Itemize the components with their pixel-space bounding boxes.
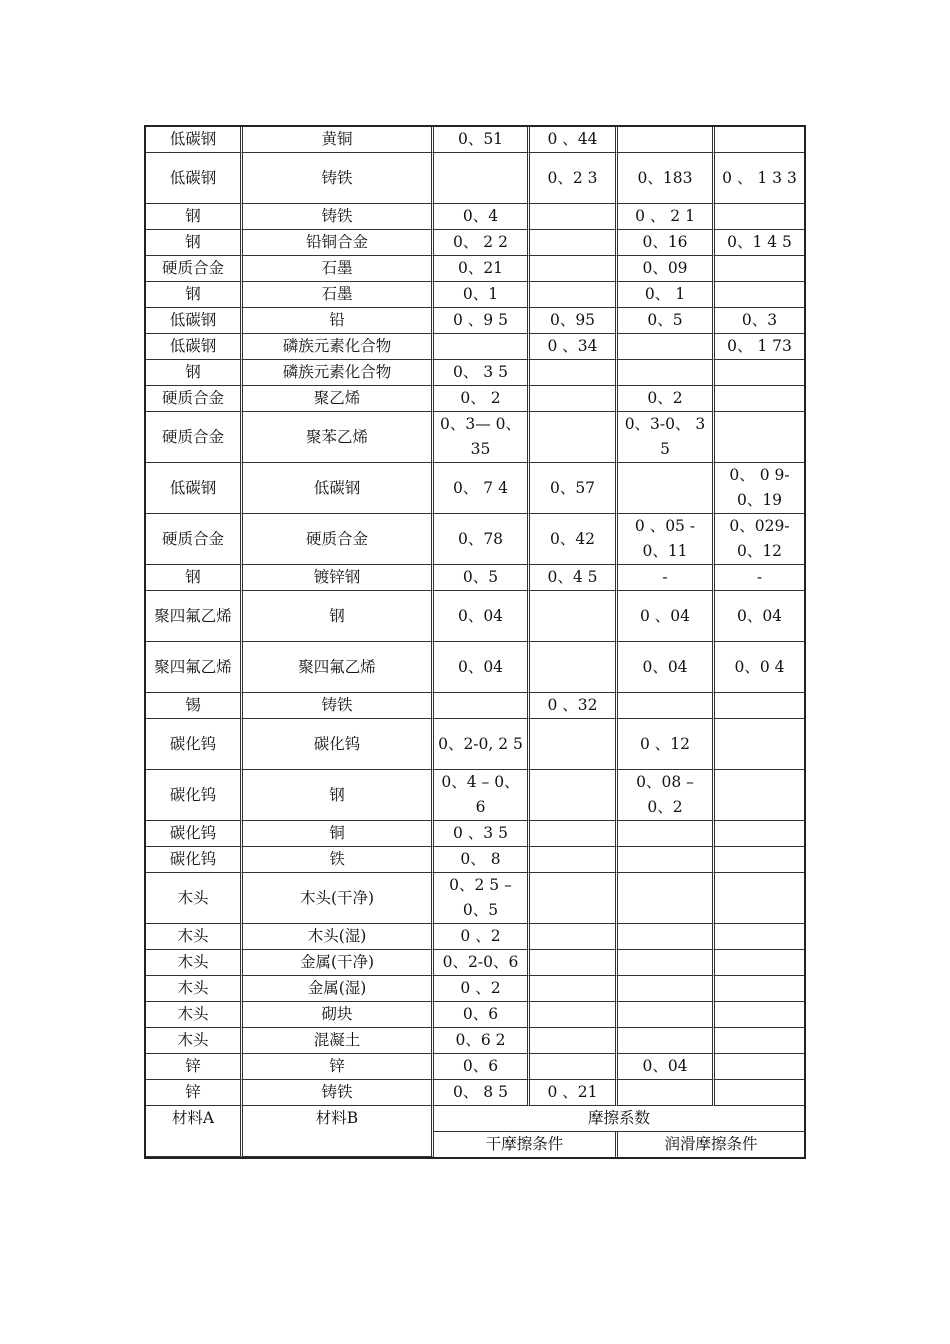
dry-static-cell: 0、5 xyxy=(434,565,530,591)
lubricated-kinetic-cell xyxy=(715,950,804,976)
lubricated-static-cell xyxy=(618,847,715,873)
dry-static-cell: 0、1 xyxy=(434,282,530,308)
dry-static-cell: 0、4 – 0、6 xyxy=(434,770,530,821)
lubricated-kinetic-cell xyxy=(715,127,804,153)
table-row xyxy=(146,334,804,360)
lubricated-static-cell: 0、04 xyxy=(618,642,715,693)
lubricated-static-cell: 0 、12 xyxy=(618,719,715,770)
dry-kinetic-cell: 0、2 3 xyxy=(530,153,618,204)
dry-static-cell: 0、 8 5 xyxy=(434,1080,530,1106)
table-row xyxy=(146,514,804,565)
material-b-cell: 石墨 xyxy=(243,256,434,282)
dry-kinetic-cell: 0、57 xyxy=(530,463,618,514)
material-b-cell: 铸铁 xyxy=(243,204,434,230)
material-b-cell: 金属(干净) xyxy=(243,950,434,976)
material-a-cell: 碳化钨 xyxy=(146,770,243,821)
material-b-cell: 铜 xyxy=(243,821,434,847)
lubricated-kinetic-cell xyxy=(715,360,804,386)
dry-static-cell: 0、4 xyxy=(434,204,530,230)
table-row xyxy=(146,1002,804,1028)
dry-kinetic-cell xyxy=(530,950,618,976)
table-row xyxy=(146,591,804,642)
header-material-a: 材料A xyxy=(146,1106,243,1157)
dry-kinetic-cell xyxy=(530,770,618,821)
lubricated-static-cell: 0、2 xyxy=(618,386,715,412)
table-row xyxy=(146,256,804,282)
header-friction-coefficient: 摩擦系数 xyxy=(434,1106,804,1132)
lubricated-kinetic-cell xyxy=(715,412,804,463)
lubricated-kinetic-cell xyxy=(715,924,804,950)
table-row xyxy=(146,565,804,591)
dry-static-cell xyxy=(434,693,530,719)
lubricated-static-cell: 0、04 xyxy=(618,1054,715,1080)
dry-kinetic-cell: 0 、21 xyxy=(530,1080,618,1106)
material-a-cell: 碳化钨 xyxy=(146,821,243,847)
lubricated-kinetic-cell xyxy=(715,1080,804,1106)
material-b-cell: 镀锌钢 xyxy=(243,565,434,591)
dry-static-cell: 0、2 5 – 0、5 xyxy=(434,873,530,924)
table-row xyxy=(146,1028,804,1054)
lubricated-static-cell: 0 、04 xyxy=(618,591,715,642)
material-b-cell: 钢 xyxy=(243,591,434,642)
material-a-cell: 木头 xyxy=(146,1028,243,1054)
material-b-cell: 木头(干净) xyxy=(243,873,434,924)
material-a-cell: 硬质合金 xyxy=(146,514,243,565)
material-a-cell: 低碳钢 xyxy=(146,308,243,334)
dry-kinetic-cell xyxy=(530,1028,618,1054)
dry-static-cell: 0、21 xyxy=(434,256,530,282)
lubricated-static-cell xyxy=(618,127,715,153)
lubricated-static-cell xyxy=(618,924,715,950)
table-row xyxy=(146,719,804,770)
dry-static-cell: 0 、2 xyxy=(434,924,530,950)
material-b-cell: 铁 xyxy=(243,847,434,873)
table-row xyxy=(146,412,804,463)
material-a-cell: 碳化钨 xyxy=(146,719,243,770)
dry-static-cell: 0 、2 xyxy=(434,976,530,1002)
header-dry-friction: 干摩擦条件 xyxy=(434,1132,618,1157)
lubricated-static-cell: 0、 1 xyxy=(618,282,715,308)
lubricated-kinetic-cell: - xyxy=(715,565,804,591)
lubricated-static-cell: 0、3-0、 3 5 xyxy=(618,412,715,463)
dry-kinetic-cell: 0 、32 xyxy=(530,693,618,719)
lubricated-kinetic-cell xyxy=(715,256,804,282)
material-a-cell: 木头 xyxy=(146,1002,243,1028)
dry-static-cell: 0、04 xyxy=(434,642,530,693)
lubricated-static-cell xyxy=(618,1002,715,1028)
material-b-cell: 铅 xyxy=(243,308,434,334)
dry-kinetic-cell xyxy=(530,591,618,642)
material-b-cell: 铸铁 xyxy=(243,693,434,719)
header-material-b: 材料B xyxy=(243,1106,434,1157)
material-b-cell: 砌块 xyxy=(243,1002,434,1028)
material-a-cell: 木头 xyxy=(146,976,243,1002)
lubricated-static-cell xyxy=(618,463,715,514)
lubricated-kinetic-cell xyxy=(715,282,804,308)
material-a-cell: 锌 xyxy=(146,1054,243,1080)
dry-static-cell: 0、 2 2 xyxy=(434,230,530,256)
table-row xyxy=(146,950,804,976)
friction-coefficient-table xyxy=(144,125,806,1159)
table-body xyxy=(146,127,804,1106)
lubricated-static-cell xyxy=(618,950,715,976)
material-a-cell: 聚四氟乙烯 xyxy=(146,642,243,693)
lubricated-kinetic-cell xyxy=(715,873,804,924)
table-row xyxy=(146,282,804,308)
table-row xyxy=(146,924,804,950)
dry-static-cell: 0 、3 5 xyxy=(434,821,530,847)
table-row xyxy=(146,230,804,256)
dry-kinetic-cell xyxy=(530,256,618,282)
lubricated-static-cell xyxy=(618,1080,715,1106)
table-row xyxy=(146,1080,804,1106)
material-a-cell: 木头 xyxy=(146,924,243,950)
table-row xyxy=(146,976,804,1002)
material-a-cell: 聚四氟乙烯 xyxy=(146,591,243,642)
material-b-cell: 聚乙烯 xyxy=(243,386,434,412)
table-row xyxy=(146,847,804,873)
dry-static-cell: 0、78 xyxy=(434,514,530,565)
material-b-cell: 混凝土 xyxy=(243,1028,434,1054)
lubricated-kinetic-cell xyxy=(715,1028,804,1054)
lubricated-static-cell xyxy=(618,1028,715,1054)
lubricated-static-cell: 0、5 xyxy=(618,308,715,334)
dry-static-cell: 0、6 2 xyxy=(434,1028,530,1054)
material-b-cell: 木头(湿) xyxy=(243,924,434,950)
dry-kinetic-cell xyxy=(530,1054,618,1080)
dry-static-cell: 0、51 xyxy=(434,127,530,153)
lubricated-static-cell: - xyxy=(618,565,715,591)
table-row xyxy=(146,463,804,514)
dry-kinetic-cell: 0、4 5 xyxy=(530,565,618,591)
lubricated-static-cell xyxy=(618,873,715,924)
dry-kinetic-cell xyxy=(530,719,618,770)
lubricated-kinetic-cell: 0、1 4 5 xyxy=(715,230,804,256)
material-b-cell: 聚苯乙烯 xyxy=(243,412,434,463)
material-a-cell: 钢 xyxy=(146,565,243,591)
dry-static-cell: 0、 3 5 xyxy=(434,360,530,386)
lubricated-kinetic-cell: 0、3 xyxy=(715,308,804,334)
lubricated-static-cell: 0、08 – 0、2 xyxy=(618,770,715,821)
lubricated-kinetic-cell: 0、 0 9- 0、19 xyxy=(715,463,804,514)
dry-kinetic-cell: 0 、34 xyxy=(530,334,618,360)
material-b-cell: 低碳钢 xyxy=(243,463,434,514)
material-a-cell: 木头 xyxy=(146,950,243,976)
material-b-cell: 铅铜合金 xyxy=(243,230,434,256)
lubricated-kinetic-cell xyxy=(715,976,804,1002)
dry-kinetic-cell xyxy=(530,412,618,463)
lubricated-static-cell xyxy=(618,360,715,386)
lubricated-static-cell xyxy=(618,334,715,360)
dry-kinetic-cell xyxy=(530,976,618,1002)
lubricated-kinetic-cell xyxy=(715,719,804,770)
dry-kinetic-cell xyxy=(530,360,618,386)
dry-static-cell: 0、2-0、6 xyxy=(434,950,530,976)
lubricated-kinetic-cell xyxy=(715,1002,804,1028)
dry-kinetic-cell xyxy=(530,847,618,873)
lubricated-kinetic-cell: 0、0 4 xyxy=(715,642,804,693)
material-a-cell: 钢 xyxy=(146,360,243,386)
lubricated-static-cell xyxy=(618,976,715,1002)
material-a-cell: 钢 xyxy=(146,282,243,308)
lubricated-static-cell: 0、09 xyxy=(618,256,715,282)
dry-kinetic-cell: 0、95 xyxy=(530,308,618,334)
header-lubricated-friction: 润滑摩擦条件 xyxy=(664,1135,758,1153)
lubricated-kinetic-cell xyxy=(715,693,804,719)
dry-static-cell: 0、3— 0、35 xyxy=(434,412,530,463)
material-b-cell: 碳化钨 xyxy=(243,719,434,770)
dry-static-cell xyxy=(434,334,530,360)
material-a-cell: 低碳钢 xyxy=(146,463,243,514)
lubricated-kinetic-cell: 0、 1 73 xyxy=(715,334,804,360)
lubricated-kinetic-cell xyxy=(715,821,804,847)
table-row xyxy=(146,873,804,924)
lubricated-static-cell xyxy=(618,821,715,847)
dry-kinetic-cell xyxy=(530,386,618,412)
table-row xyxy=(146,770,804,821)
dry-static-cell: 0、04 xyxy=(434,591,530,642)
dry-static-cell: 0、 2 xyxy=(434,386,530,412)
material-a-cell: 硬质合金 xyxy=(146,256,243,282)
material-b-cell: 硬质合金 xyxy=(243,514,434,565)
table-row xyxy=(146,821,804,847)
lubricated-kinetic-cell: 0 、 1 3 3 xyxy=(715,153,804,204)
material-a-cell: 低碳钢 xyxy=(146,153,243,204)
material-a-cell: 硬质合金 xyxy=(146,386,243,412)
material-a-cell: 锌 xyxy=(146,1080,243,1106)
lubricated-static-cell: 0 、05 - 0、11 xyxy=(618,514,715,565)
material-b-cell: 磷族元素化合物 xyxy=(243,360,434,386)
dry-kinetic-cell: 0 、44 xyxy=(530,127,618,153)
material-a-cell: 锡 xyxy=(146,693,243,719)
lubricated-kinetic-cell xyxy=(715,770,804,821)
material-b-cell: 黄铜 xyxy=(243,127,434,153)
material-a-cell: 低碳钢 xyxy=(146,127,243,153)
material-a-cell: 碳化钨 xyxy=(146,847,243,873)
table-header xyxy=(146,1106,804,1157)
table-row xyxy=(146,386,804,412)
lubricated-kinetic-cell: 0、029- 0、12 xyxy=(715,514,804,565)
dry-kinetic-cell xyxy=(530,642,618,693)
header-row xyxy=(146,1106,804,1132)
material-b-cell: 钢 xyxy=(243,770,434,821)
dry-static-cell: 0、2-0, 2 5 xyxy=(434,719,530,770)
table-row xyxy=(146,308,804,334)
dry-static-cell xyxy=(434,153,530,204)
material-b-cell: 磷族元素化合物 xyxy=(243,334,434,360)
table-row xyxy=(146,693,804,719)
lubricated-kinetic-cell: 0、04 xyxy=(715,591,804,642)
material-b-cell: 聚四氟乙烯 xyxy=(243,642,434,693)
dry-static-cell: 0、6 xyxy=(434,1002,530,1028)
dry-kinetic-cell xyxy=(530,821,618,847)
lubricated-static-cell: 0 、 2 1 xyxy=(618,204,715,230)
lubricated-static-cell: 0、183 xyxy=(618,153,715,204)
material-a-cell: 木头 xyxy=(146,873,243,924)
dry-kinetic-cell xyxy=(530,873,618,924)
dry-kinetic-cell xyxy=(530,282,618,308)
material-a-cell: 钢 xyxy=(146,204,243,230)
material-a-cell: 低碳钢 xyxy=(146,334,243,360)
material-b-cell: 锌 xyxy=(243,1054,434,1080)
dry-static-cell: 0、 8 xyxy=(434,847,530,873)
lubricated-kinetic-cell xyxy=(715,847,804,873)
material-a-cell: 钢 xyxy=(146,230,243,256)
dry-kinetic-cell xyxy=(530,204,618,230)
dry-static-cell: 0 、9 5 xyxy=(434,308,530,334)
table-row xyxy=(146,1054,804,1080)
lubricated-kinetic-cell xyxy=(715,1054,804,1080)
lubricated-kinetic-cell xyxy=(715,204,804,230)
dry-static-cell: 0、 7 4 xyxy=(434,463,530,514)
table-row xyxy=(146,204,804,230)
dry-kinetic-cell: 0、42 xyxy=(530,514,618,565)
material-b-cell: 石墨 xyxy=(243,282,434,308)
lubricated-static-cell: 0、16 xyxy=(618,230,715,256)
material-a-cell: 硬质合金 xyxy=(146,412,243,463)
table-row xyxy=(146,360,804,386)
dry-static-cell: 0、6 xyxy=(434,1054,530,1080)
dry-kinetic-cell xyxy=(530,230,618,256)
dry-kinetic-cell xyxy=(530,924,618,950)
dry-kinetic-cell xyxy=(530,1002,618,1028)
material-b-cell: 金属(湿) xyxy=(243,976,434,1002)
table-row xyxy=(146,127,804,153)
lubricated-static-cell xyxy=(618,693,715,719)
material-b-cell: 铸铁 xyxy=(243,1080,434,1106)
material-b-cell: 铸铁 xyxy=(243,153,434,204)
table-row xyxy=(146,642,804,693)
lubricated-kinetic-cell xyxy=(715,386,804,412)
table-row xyxy=(146,153,804,204)
